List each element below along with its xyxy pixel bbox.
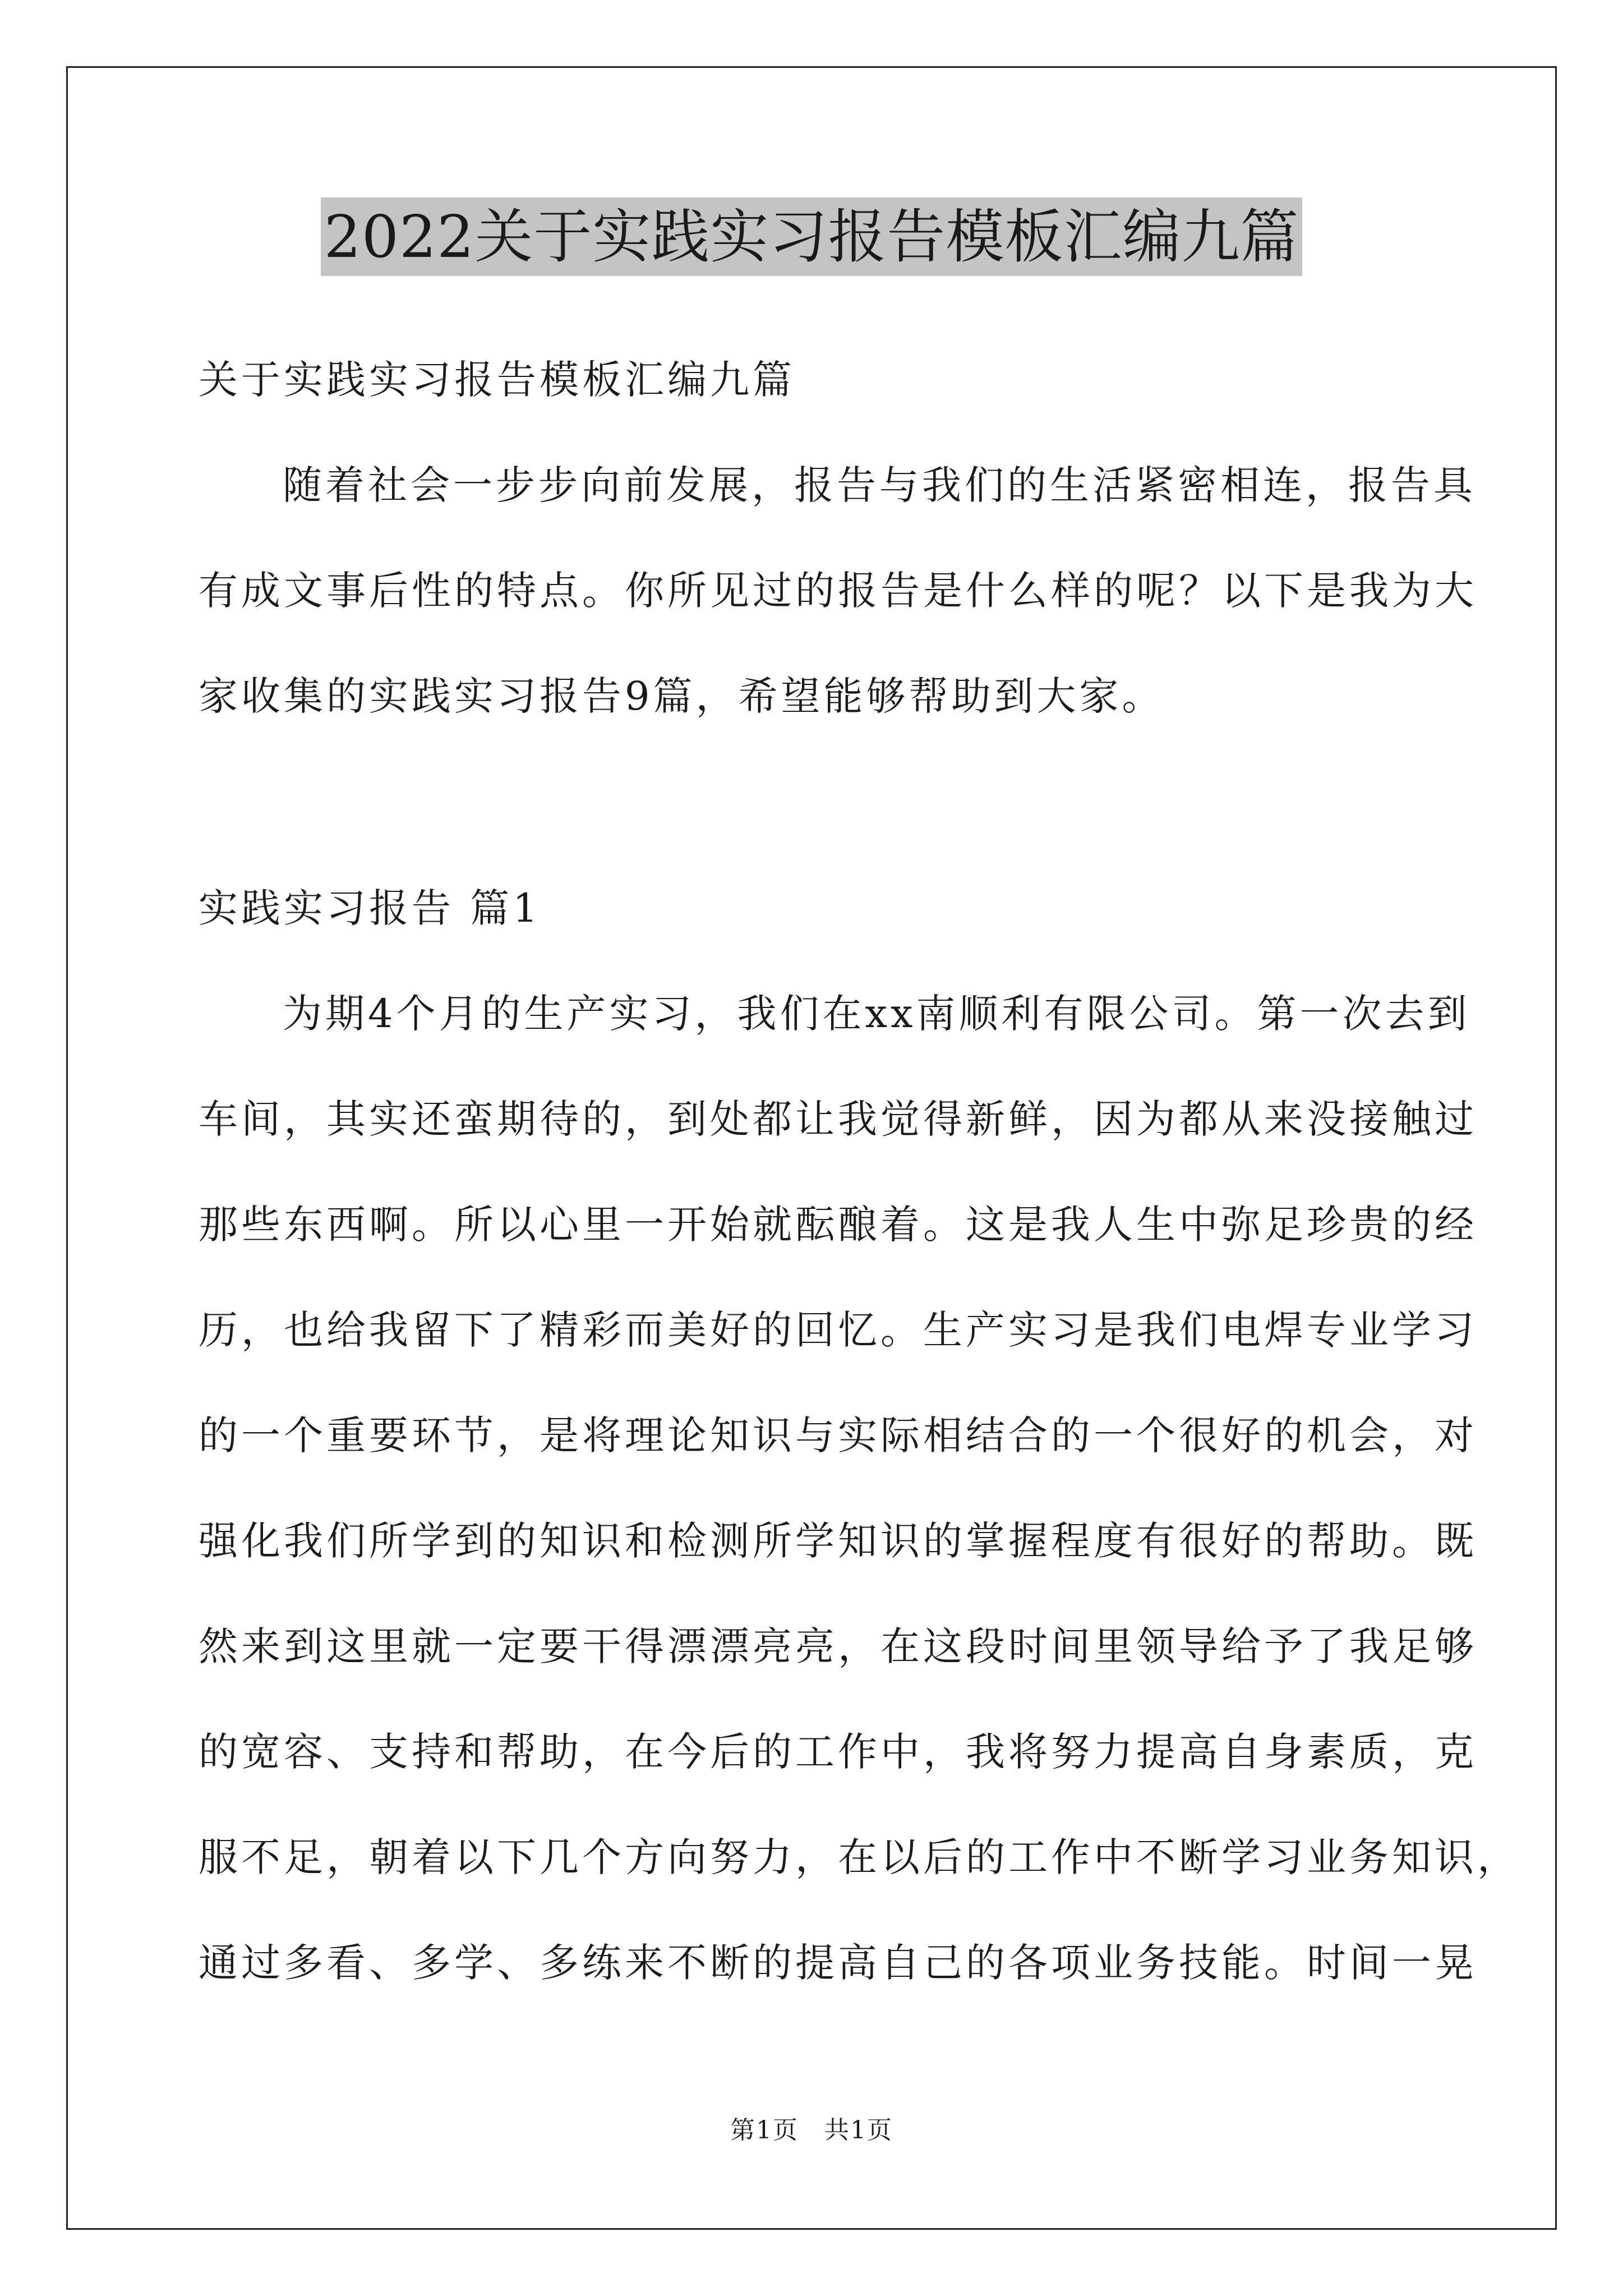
document-title: 2022关于实践实习报告模板汇编九篇 — [321, 197, 1303, 276]
section-heading: 实践实习报告 篇1 — [199, 885, 541, 931]
body-line: 为期4个月的生产实习，我们在xx南顺利有限公司。第一次去到 — [283, 991, 1470, 1037]
body-line: 那些东西啊。所以心里一开始就酝酿着。这是我人生中弥足珍贵的经 — [199, 1202, 1477, 1248]
body-line: 通过多看、多学、多练来不断的提高自己的各项业务技能。时间一晃 — [199, 1940, 1477, 1986]
body-line: 历，也给我留下了精彩而美好的回忆。生产实习是我们电焊专业学习 — [199, 1307, 1477, 1353]
body-line: 的一个重要环节，是将理论知识与实际相结合的一个很好的机会，对 — [199, 1412, 1477, 1458]
title-container — [0, 197, 1623, 276]
body-line: 的宽容、支持和帮助，在今后的工作中，我将努力提高自身素质，克 — [199, 1729, 1477, 1775]
intro-line: 家收集的实践实习报告9篇，希望能够帮助到大家。 — [199, 673, 1165, 719]
body-line: 车间，其实还蛮期待的，到处都让我觉得新鲜，因为都从来没接触过 — [199, 1096, 1477, 1142]
body-line: 强化我们所学到的知识和检测所学知识的掌握程度有很好的帮助。既 — [199, 1518, 1477, 1564]
body-line: 服不足，朝着以下几个方向努力，在以后的工作中不断学习业务知识， — [199, 1834, 1520, 1880]
intro-line: 有成文事后性的特点。你所见过的报告是什么样的呢？以下是我为大 — [199, 568, 1477, 614]
page-footer: 第1页 共1页 — [730, 2116, 893, 2145]
document-subtitle: 关于实践实习报告模板汇编九篇 — [199, 357, 795, 403]
body-line: 然来到这里就一定要干得漂漂亮亮，在这段时间里领导给予了我足够 — [199, 1623, 1477, 1669]
intro-line: 随着社会一步步向前发展，报告与我们的生活紧密相连，报告具 — [283, 462, 1476, 508]
